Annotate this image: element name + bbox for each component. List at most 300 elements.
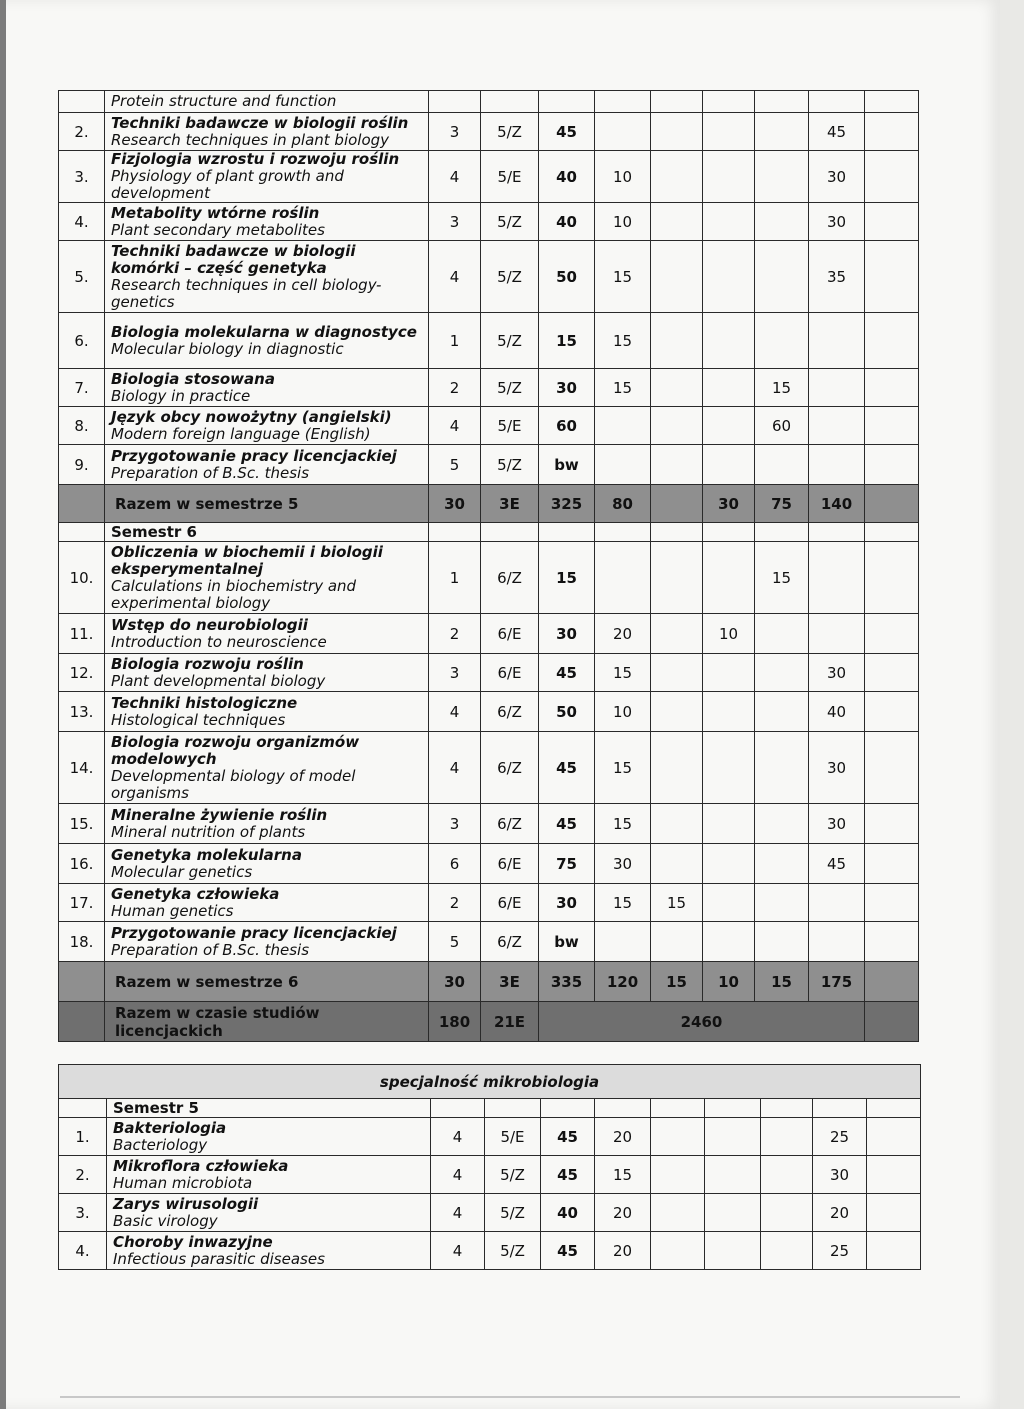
course-name [105, 654, 429, 692]
semester-label: Semestr 6 [105, 523, 429, 542]
course-name-pl: Bakteriologia [113, 1118, 227, 1137]
course-value [703, 445, 755, 485]
course-value [651, 369, 703, 407]
course-value [651, 922, 703, 962]
course-value: 6/Z [481, 542, 539, 614]
row-number: 13. [59, 692, 105, 732]
course-value [809, 922, 865, 962]
course-name-pl: Wstęp do neurobiologii [111, 615, 308, 634]
empty-cell [651, 523, 703, 542]
row-number: 1. [59, 1118, 107, 1156]
empty-cell [809, 91, 865, 113]
summary-value: 10 [703, 962, 755, 1002]
course-value: 4 [431, 1118, 485, 1156]
course-name-en: Histological techniques [111, 710, 286, 729]
course-value: 6/Z [481, 732, 539, 804]
empty-cell [867, 1118, 921, 1156]
course-name-pl: Mineralne żywienie roślin [111, 805, 328, 824]
course-name [105, 91, 429, 113]
empty-cell [431, 1099, 485, 1118]
course-name-en: Molecular genetics [111, 862, 253, 881]
row-number: 5. [59, 241, 105, 313]
empty-cell [813, 1099, 867, 1118]
course-value: 20 [595, 1232, 651, 1270]
course-name-pl: Zarys wirusologii [113, 1194, 259, 1213]
course-value: 20 [595, 1194, 651, 1232]
course-name [107, 1156, 431, 1194]
total-label: Razem w czasie studiów licencjackich [105, 1002, 429, 1042]
row-number: 14. [59, 732, 105, 804]
course-name-en: Bacteriology [113, 1135, 208, 1154]
row-number: 17. [59, 884, 105, 922]
course-name-en: Plant developmental biology [111, 671, 326, 690]
course-value: bw [539, 922, 595, 962]
course-name-pl: Techniki badawcze w biologii roślin [111, 113, 409, 132]
course-value: 4 [431, 1232, 485, 1270]
course-name-pl: Genetyka człowieka [111, 884, 280, 903]
course-value [651, 241, 703, 313]
course-value [755, 203, 809, 241]
course-value: 45 [541, 1156, 595, 1194]
empty-cell [651, 91, 703, 113]
course-value [809, 542, 865, 614]
course-row [59, 369, 919, 407]
course-value [703, 407, 755, 445]
course-value: 15 [595, 804, 651, 844]
summary-value: 75 [755, 485, 809, 523]
course-value: 6/E [481, 844, 539, 884]
empty-cell [867, 1099, 921, 1118]
course-name-en: Introduction to neuroscience [111, 632, 327, 651]
empty-cell [865, 542, 919, 614]
course-name-pl: Biologia molekularna w diagnostyce [111, 322, 417, 341]
course-name [105, 804, 429, 844]
course-name-pl: Biologia rozwoju roślin [111, 654, 304, 673]
course-name [105, 692, 429, 732]
empty-cell [865, 407, 919, 445]
course-name [107, 1118, 431, 1156]
course-value: 10 [595, 692, 651, 732]
row-number: 4. [59, 203, 105, 241]
course-value: 4 [429, 692, 481, 732]
course-name [105, 313, 429, 369]
empty-cell [595, 91, 651, 113]
course-name [107, 1232, 431, 1270]
course-value [761, 1156, 813, 1194]
summary-label: Razem w semestrze 5 [105, 485, 429, 523]
course-value [703, 844, 755, 884]
course-value [651, 203, 703, 241]
course-value: 45 [541, 1118, 595, 1156]
empty-cell [59, 91, 105, 113]
course-value: 15 [595, 241, 651, 313]
course-value [651, 692, 703, 732]
course-name-pl: Techniki histologiczne [111, 693, 298, 712]
course-row [59, 445, 919, 485]
course-value [651, 614, 703, 654]
course-value: 15 [595, 732, 651, 804]
course-value [755, 113, 809, 151]
course-row [59, 1118, 921, 1156]
course-row [59, 654, 919, 692]
empty-cell [865, 804, 919, 844]
course-value: 4 [429, 407, 481, 445]
course-value: 4 [429, 241, 481, 313]
total-hours: 2460 [539, 1002, 865, 1042]
course-value: 45 [539, 804, 595, 844]
course-value: 20 [595, 1118, 651, 1156]
course-value [703, 313, 755, 369]
course-value: 35 [809, 241, 865, 313]
course-value: 30 [809, 203, 865, 241]
course-value: 15 [755, 542, 809, 614]
course-value: 15 [651, 884, 703, 922]
course-name-en: Human microbiota [113, 1173, 253, 1192]
summary-value: 120 [595, 962, 651, 1002]
course-value [651, 844, 703, 884]
course-value [755, 654, 809, 692]
course-row [59, 922, 919, 962]
course-value: 3 [429, 113, 481, 151]
course-value: 6/Z [481, 804, 539, 844]
row-number: 2. [59, 1156, 107, 1194]
row-number: 16. [59, 844, 105, 884]
empty-cell [865, 369, 919, 407]
course-name-pl: Obliczenia w biochemii i biologii eksperymentalnej [111, 542, 383, 578]
course-value [809, 445, 865, 485]
course-value [755, 732, 809, 804]
empty-cell [865, 614, 919, 654]
empty-cell [865, 113, 919, 151]
empty-cell [539, 523, 595, 542]
course-value: 15 [755, 369, 809, 407]
course-value: 6/E [481, 884, 539, 922]
course-value: 15 [595, 369, 651, 407]
course-value [703, 884, 755, 922]
row-number: 7. [59, 369, 105, 407]
header-row [59, 91, 919, 113]
course-value [595, 113, 651, 151]
course-value: 30 [539, 884, 595, 922]
empty-cell [865, 151, 919, 203]
total-exams: 21E [481, 1002, 539, 1042]
course-value: 30 [809, 151, 865, 203]
empty-cell [865, 485, 919, 523]
course-value: 40 [541, 1194, 595, 1232]
course-value [761, 1194, 813, 1232]
empty-cell [867, 1194, 921, 1232]
course-name [105, 884, 429, 922]
course-value: 2 [429, 369, 481, 407]
course-value: 30 [539, 369, 595, 407]
course-name-en: Research techniques in cell biology-genetics [111, 275, 382, 311]
semester-header-row [59, 1099, 921, 1118]
course-row [59, 113, 919, 151]
course-value [651, 654, 703, 692]
summary-value: 30 [703, 485, 755, 523]
course-name-en: Preparation of B.Sc. thesis [111, 463, 310, 482]
course-name [105, 542, 429, 614]
course-name [105, 445, 429, 485]
course-row [59, 203, 919, 241]
course-name [105, 407, 429, 445]
course-name [105, 922, 429, 962]
course-value [755, 804, 809, 844]
empty-cell [485, 1099, 541, 1118]
summary-value: 175 [809, 962, 865, 1002]
course-value [755, 922, 809, 962]
row-number: 3. [59, 151, 105, 203]
summary-value: 15 [755, 962, 809, 1002]
empty-cell [865, 91, 919, 113]
course-value: 3 [429, 203, 481, 241]
course-value: 4 [429, 151, 481, 203]
empty-cell [865, 523, 919, 542]
course-value: 10 [595, 151, 651, 203]
course-name-en: Preparation of B.Sc. thesis [111, 940, 310, 959]
course-value [703, 369, 755, 407]
empty-cell [59, 962, 105, 1002]
course-value [761, 1232, 813, 1270]
empty-cell [481, 523, 539, 542]
course-name-en: Molecular biology in diagnostic [111, 339, 344, 358]
course-value [595, 922, 651, 962]
empty-cell [59, 485, 105, 523]
course-name [107, 1194, 431, 1232]
course-value: 10 [703, 614, 755, 654]
course-value: 25 [813, 1232, 867, 1270]
course-name [105, 151, 429, 203]
course-value [651, 151, 703, 203]
summary-label: Razem w semestrze 6 [105, 962, 429, 1002]
empty-cell [761, 1099, 813, 1118]
course-value [651, 445, 703, 485]
empty-cell [865, 445, 919, 485]
course-value: 6 [429, 844, 481, 884]
course-value [809, 407, 865, 445]
course-value: 45 [541, 1232, 595, 1270]
row-number: 8. [59, 407, 105, 445]
summary-value: 335 [539, 962, 595, 1002]
course-value: 15 [595, 884, 651, 922]
course-value: 4 [431, 1156, 485, 1194]
course-value: 3 [429, 804, 481, 844]
summary-value: 15 [651, 962, 703, 1002]
course-row [59, 844, 919, 884]
course-value: 5/Z [481, 369, 539, 407]
course-value: 10 [595, 203, 651, 241]
empty-cell [59, 523, 105, 542]
course-value: 45 [809, 113, 865, 151]
course-value [651, 1118, 705, 1156]
course-value: 30 [539, 614, 595, 654]
course-value: bw [539, 445, 595, 485]
summary-value: 3E [481, 485, 539, 523]
study-total-row [59, 1002, 919, 1042]
course-row [59, 1156, 921, 1194]
course-value: 6/Z [481, 922, 539, 962]
empty-cell [865, 922, 919, 962]
course-value: 5/Z [481, 445, 539, 485]
course-name-pl: Genetyka molekularna [111, 845, 302, 864]
empty-cell [703, 523, 755, 542]
course-value [703, 203, 755, 241]
row-number: 2. [59, 113, 105, 151]
summary-value: 3E [481, 962, 539, 1002]
empty-cell [429, 523, 481, 542]
course-value [651, 1156, 705, 1194]
course-value: 5/Z [485, 1194, 541, 1232]
total-ects: 180 [429, 1002, 481, 1042]
empty-cell [867, 1232, 921, 1270]
course-value: 6/Z [481, 692, 539, 732]
summary-value [651, 485, 703, 523]
course-value [755, 844, 809, 884]
course-name-en: Protein structure and function [111, 92, 337, 110]
course-value: 5/E [485, 1118, 541, 1156]
course-value [651, 407, 703, 445]
course-value: 60 [539, 407, 595, 445]
course-row [59, 692, 919, 732]
course-row [59, 313, 919, 369]
course-value: 2 [429, 614, 481, 654]
course-value [703, 113, 755, 151]
row-number: 10. [59, 542, 105, 614]
row-number: 12. [59, 654, 105, 692]
course-row [59, 884, 919, 922]
course-value [755, 151, 809, 203]
empty-cell [865, 203, 919, 241]
course-value: 5/Z [481, 113, 539, 151]
specialization-header-row [59, 1065, 921, 1099]
course-value [703, 542, 755, 614]
course-name [105, 203, 429, 241]
course-name-en: Developmental biology of model organisms [111, 766, 356, 802]
empty-cell [865, 732, 919, 804]
course-name-en: Human genetics [111, 901, 234, 920]
course-name [105, 732, 429, 804]
course-name [105, 844, 429, 884]
course-row [59, 151, 919, 203]
course-value: 5 [429, 922, 481, 962]
empty-cell [595, 523, 651, 542]
course-value: 40 [539, 203, 595, 241]
curriculum-table-main [58, 90, 919, 1042]
course-value [705, 1156, 761, 1194]
empty-cell [481, 91, 539, 113]
course-row [59, 732, 919, 804]
course-row [59, 407, 919, 445]
course-value [703, 922, 755, 962]
course-value [651, 313, 703, 369]
course-value [761, 1118, 813, 1156]
empty-cell [865, 241, 919, 313]
course-name-en: Research techniques in plant biology [111, 130, 390, 149]
course-value [651, 1232, 705, 1270]
course-value: 75 [539, 844, 595, 884]
course-name [105, 241, 429, 313]
course-value [651, 113, 703, 151]
empty-cell [865, 692, 919, 732]
course-name-en: Modern foreign language (English) [111, 424, 371, 443]
empty-cell [865, 884, 919, 922]
course-value [595, 445, 651, 485]
course-value [703, 151, 755, 203]
course-name-en: Mineral nutrition of plants [111, 822, 306, 841]
empty-cell [59, 1002, 105, 1042]
summary-value: 80 [595, 485, 651, 523]
course-value: 6/E [481, 614, 539, 654]
course-row [59, 542, 919, 614]
course-value [703, 654, 755, 692]
course-value [755, 884, 809, 922]
course-value [809, 369, 865, 407]
course-value: 5/Z [485, 1156, 541, 1194]
course-row [59, 241, 919, 313]
empty-cell [651, 1099, 705, 1118]
empty-cell [705, 1099, 761, 1118]
course-value [755, 614, 809, 654]
course-value [651, 1194, 705, 1232]
course-name-en: Infectious parasitic diseases [113, 1249, 325, 1268]
summary-value: 30 [429, 962, 481, 1002]
course-value: 45 [539, 732, 595, 804]
empty-cell [865, 1002, 919, 1042]
course-name-pl: Biologia rozwoju organizmów modelowych [111, 732, 360, 768]
course-value: 5/Z [485, 1232, 541, 1270]
course-value [595, 542, 651, 614]
course-value [651, 732, 703, 804]
course-value: 45 [539, 113, 595, 151]
course-row [59, 1194, 921, 1232]
course-row [59, 614, 919, 654]
course-name-en: Plant secondary metabolites [111, 220, 325, 239]
empty-cell [809, 523, 865, 542]
course-value: 40 [539, 151, 595, 203]
specialization-title: specjalność mikrobiologia [59, 1065, 921, 1099]
course-value [705, 1232, 761, 1270]
course-row [59, 804, 919, 844]
course-row [59, 1232, 921, 1270]
course-value [809, 884, 865, 922]
row-number: 11. [59, 614, 105, 654]
empty-cell [429, 91, 481, 113]
course-value: 5/Z [481, 203, 539, 241]
course-value [755, 445, 809, 485]
course-value: 30 [595, 844, 651, 884]
empty-cell [865, 654, 919, 692]
course-value: 3 [429, 654, 481, 692]
course-value: 5 [429, 445, 481, 485]
row-number: 9. [59, 445, 105, 485]
course-name-pl: Przygotowanie pracy licencjackiej [111, 923, 397, 942]
course-value: 50 [539, 241, 595, 313]
summary-value: 325 [539, 485, 595, 523]
empty-cell [755, 523, 809, 542]
course-value: 45 [539, 654, 595, 692]
course-value: 4 [431, 1194, 485, 1232]
course-value [755, 313, 809, 369]
course-value [705, 1194, 761, 1232]
semester-header-row [59, 523, 919, 542]
course-value [651, 542, 703, 614]
empty-cell [755, 91, 809, 113]
course-name-en: Basic virology [113, 1211, 218, 1230]
empty-cell [541, 1099, 595, 1118]
bottom-rule [60, 1396, 960, 1398]
summary-value: 30 [429, 485, 481, 523]
course-name-pl: Choroby inwazyjne [113, 1232, 273, 1251]
